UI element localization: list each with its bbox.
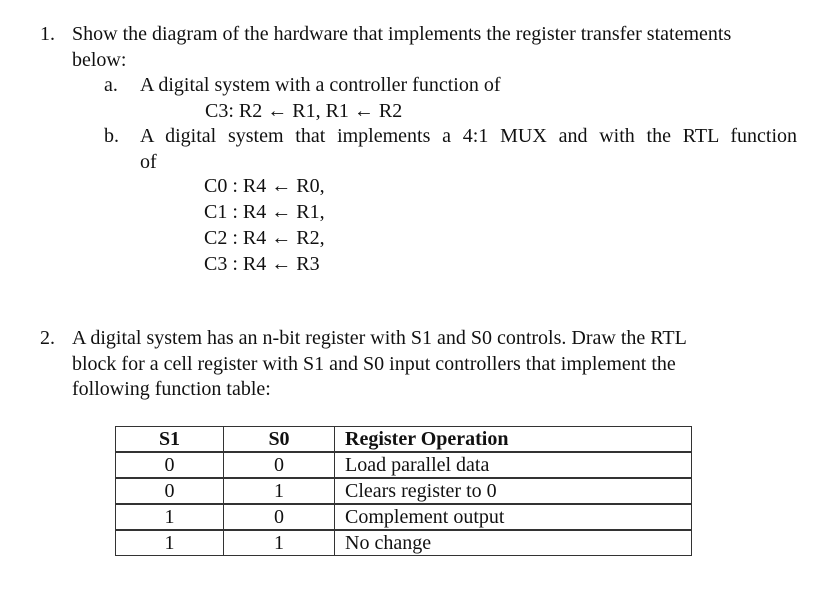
function-table: [115, 426, 692, 556]
question-1b-text-line-2: of: [140, 151, 157, 173]
header-s1: S1: [116, 427, 224, 453]
cell-s1: 1: [116, 530, 224, 556]
rtl-statement: C1 : R4 ← R1,: [204, 201, 325, 223]
question-1-number: 1.: [40, 23, 55, 45]
question-1b-letter: b.: [104, 125, 119, 147]
question-1a-letter: a.: [104, 74, 118, 96]
cell-s0: 1: [224, 530, 335, 556]
table-row: [116, 452, 692, 478]
question-2-text-line-3: following function table:: [72, 378, 271, 400]
question-1a-statement: C3: R2 ← R1, R1 ← R2: [205, 100, 403, 122]
cell-s0: 0: [224, 504, 335, 530]
rtl-statement: C3 : R4 ← R3: [204, 253, 320, 275]
header-register-operation: Register Operation: [335, 427, 692, 453]
cell-s1: 0: [116, 452, 224, 478]
question-1-text-line-1: Show the diagram of the hardware that implements the register transfer statements: [72, 23, 732, 45]
cell-operation: Clears register to 0: [335, 478, 692, 504]
cell-s0: 0: [224, 452, 335, 478]
cell-operation: Load parallel data: [335, 452, 692, 478]
question-2-text-line-2: block for a cell register with S1 and S0 input controllers that implement the: [72, 353, 676, 375]
question-1-text-line-2: below:: [72, 49, 127, 71]
cell-s0: 1: [224, 478, 335, 504]
question-1a-text: A digital system with a controller function of: [140, 74, 501, 96]
question-1b-text-line-1: A digital system that implements a 4:1 MUX and with the RTL function: [140, 125, 797, 147]
rtl-statement: C0 : R4 ← R0,: [204, 175, 325, 197]
rtl-statement: C2 : R4 ← R2,: [204, 227, 325, 249]
cell-operation: Complement output: [335, 504, 692, 530]
cell-s1: 0: [116, 478, 224, 504]
table-header-row: [116, 427, 692, 453]
cell-operation: No change: [335, 530, 692, 556]
question-2-number: 2.: [40, 327, 55, 349]
question-2-text-line-1: A digital system has an n-bit register with S1 and S0 controls. Draw the RTL: [72, 327, 687, 349]
table-row: [116, 504, 692, 530]
table-row: [116, 530, 692, 556]
header-s0: S0: [224, 427, 335, 453]
table-row: [116, 478, 692, 504]
cell-s1: 1: [116, 504, 224, 530]
